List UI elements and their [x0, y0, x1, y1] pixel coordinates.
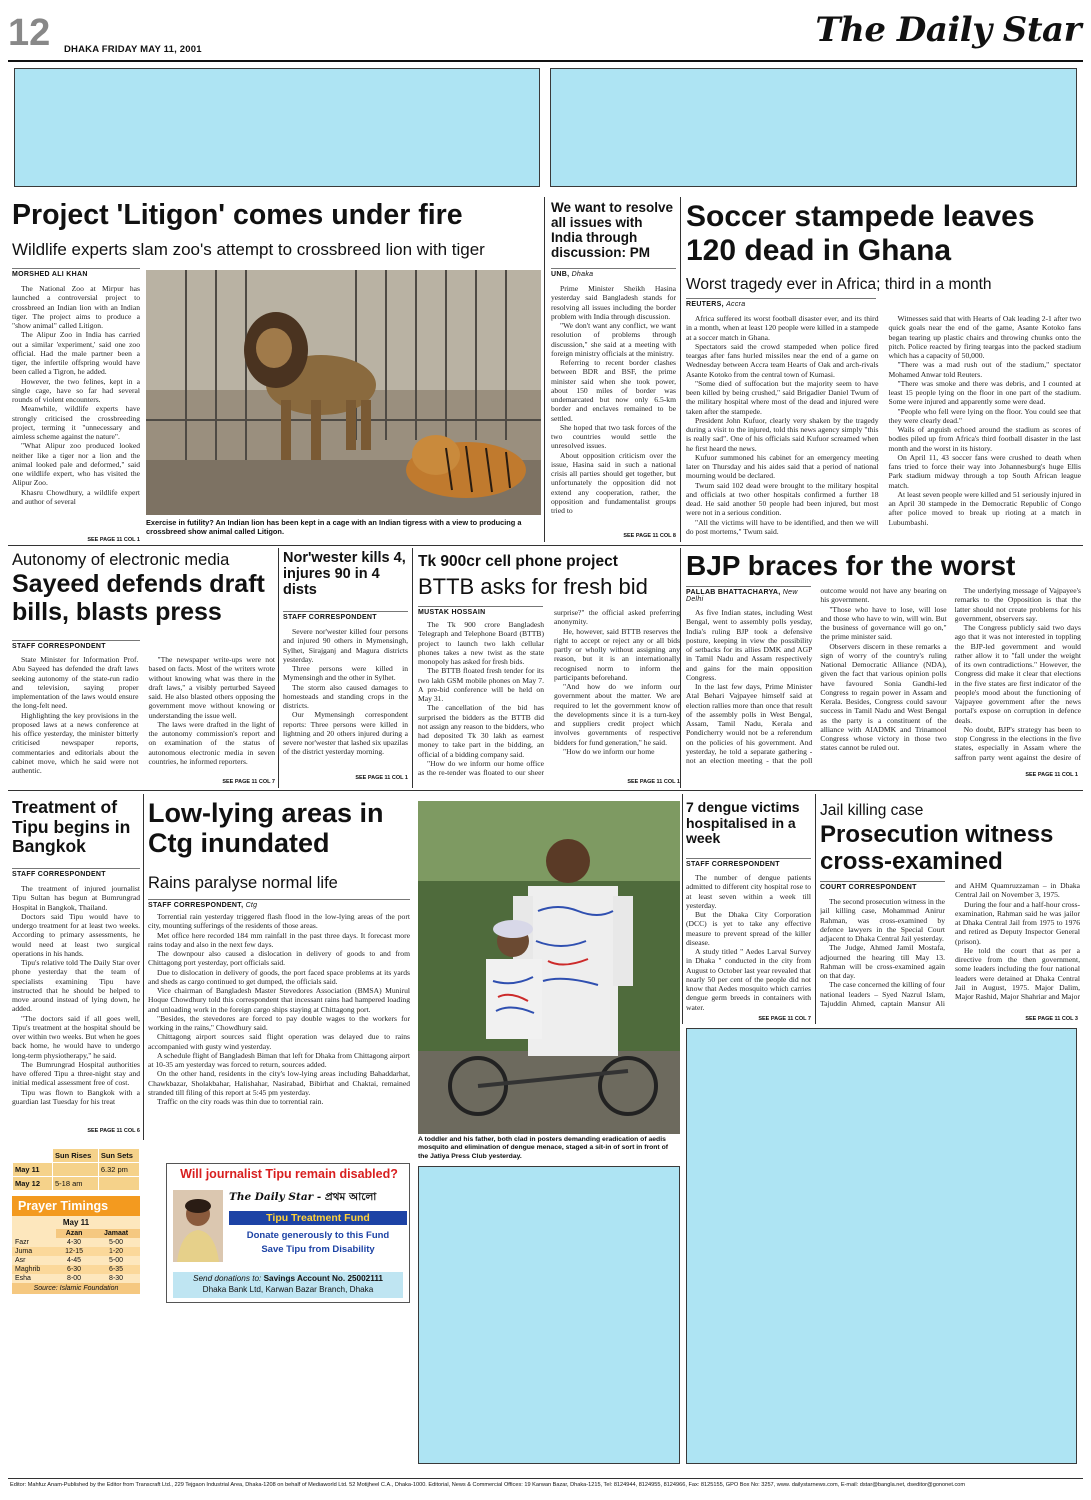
sun-row-label: May 11	[13, 1163, 53, 1177]
sun-cell	[98, 1177, 139, 1191]
ad-slot-top-right	[550, 68, 1077, 187]
bjp-body	[686, 586, 1081, 770]
paragraph: The Bumrungrad Hospital authorities have offered Tipu a three-night stay and initial medical assessment free of cost.	[12, 1059, 140, 1088]
paragraph: But the Dhaka City Corporation (DCC) is yet to take any effective measure to prevent spread of the killer disease.	[686, 910, 811, 947]
sun-cell: 5-18 am	[53, 1177, 99, 1191]
paragraph: Doctors said Tipu would have to undergo treatment for at least two weeks. According to primary assessments, he would need at least two surgical operations in his hands.	[12, 911, 140, 958]
ghana-byline: REUTERS, Accra	[686, 298, 876, 308]
jail-jump: SEE PAGE 11 COL 3	[1025, 1016, 1078, 1022]
paragraph: President John Kufuor, clearly very shaken by the tragedy during a visit to the injured, told this news agency simply "this is really sad". One of his officials said Kufuor screamed when he first heard the news.	[686, 415, 879, 453]
dengue-photo	[418, 801, 680, 1134]
paragraph: No doubt, BJP's strategy has been to stop Congress in the elections in the five states, especially in Assam where the saffron party went against the desire of	[954, 724, 1081, 762]
dengue-byline: STAFF CORRESPONDENT	[686, 858, 811, 868]
prayer-azan: 4-45	[67, 1257, 82, 1264]
paragraph: Khasru Chowdhury, a wildlife expert and author of several	[12, 487, 140, 506]
norwester-headline: Nor'wester kills 4, injures 90 in 4 dists	[283, 550, 406, 599]
tipu-ad-fund: Tipu Treatment Fund	[229, 1211, 407, 1225]
sun-row	[13, 1177, 140, 1191]
paragraph: As five Indian states, including West Bengal, went to assembly polls yesday, India's ruling BJP took a defensive posture, keeping in view the possibility of setbacks for its allies DMK and AGP in Tamil Nadu and Assam respectively and gains for the main opposition Congress.	[686, 608, 813, 682]
paragraph: However, the two felines, kept in a single cage, have so far had several rounds of violent encounters.	[12, 376, 140, 404]
paragraph: Torrential rain yesterday triggered flash flood in the low-lying areas of the port city, mounting sufferings of the residents of those areas.	[148, 912, 410, 931]
tipu-portrait	[173, 1190, 223, 1262]
prayer-row	[12, 1265, 140, 1274]
paragraph: The Judge, Ahmed Jamil Mostafa, adjourned the hearing till May 13. Rahman will be cross-examined again on that day.	[820, 943, 945, 980]
india-byline-name: UNB	[551, 271, 568, 278]
prayer-azan: 4-30	[67, 1239, 82, 1246]
ctg-headline: Low-lying areas in Ctg inundated	[148, 798, 384, 859]
prayer-jamaat: 5-00	[109, 1239, 124, 1246]
prayer-name: Esha	[15, 1275, 31, 1282]
paragraph: Wails of anguish echoed around the stadium as scores of bodies piled up from Africa's third football disaster in the last month and the worst in its history.	[888, 425, 1081, 453]
india-body	[551, 284, 676, 530]
footer-imprint: Editor: Mahfuz Anam-Published by the Editor from Transcraft Ltd., 229 Tejgaon Industrial Area, Dhaka-1208 on behalf of Mediaworld Ltd. 52 Motijheel C.A., Dhaka-1000. Editorial, News & Commercial Offices: 19 Karwan Bazar, Dhaka-1215, Tel: 8124944, 8124955, 8124966, Fax: 8125155, GPO Box No: 3257, www. dailystarnews.com, E-mail: dstar@bangla.net, dseditor@gononet.com	[10, 1482, 966, 1488]
paragraph: The National Zoo at Mirpur has launched a controversial project to crossbreed an Indian lion with an Indian tiger. The project aims to produce a "show animal" called Litigon.	[12, 284, 140, 330]
paragraph: The cancellation of the bid has surprised the bidders as the BTTB did not assign any reason to the bidders, who had deposited Tk 30 lakh as earnest money to take part in the bidding, an official of a bidding company said.	[418, 703, 544, 759]
prayer-header-cell: Jamaat	[92, 1229, 140, 1238]
prayer-jamaat: 6-35	[109, 1266, 124, 1273]
paragraph: The Congress publicly said two days ago that it was not interested in toppling the BJP-led government and would rather allow it to "fall under the weight of its own contradictions." However, the Congress did make it clear that elections in the five states are first indicator of the people's mood about the functioning of Vajpayee government after the news portal's expose on corruption in defence deals.	[954, 623, 1081, 725]
paragraph: The underlying message of Vajpayee's remarks to the Opposition is that the latter should not create problems for his government, observers say.	[954, 586, 1081, 623]
paragraph: On April 11, 43 soccer fans were crushed to death when fans tried to force their way into Johannesburg's huge Ellis Park stadium midway through a top South African league match.	[888, 452, 1081, 490]
bttb-headline: BTTB asks for fresh bid	[418, 574, 648, 599]
prayer-header-cell: Azan	[56, 1229, 92, 1238]
paragraph: "The newspaper write-ups were not based on facts. Most of the writers wrote without knowing what was there in the draft laws," a visibly perturbed Sayeed said. He also blasted others opposing the government move without knowing or understanding the issue well.	[148, 655, 275, 720]
footer-rule	[8, 1478, 1083, 1479]
paragraph: He told the court that as per a directive from the then government, some leaders including the four national leaders were detained at Dhaka Central Jail in August, 1975. Major Dalim, Major Rashid, Major Shahriar and Major	[955, 945, 1080, 1001]
paragraph: "How do we inform our home	[563, 746, 655, 756]
paragraph: Due to dislocation in delivery of goods, the port faced space problems at its yards and sheds as cargo continued to get dumped, the officials said.	[148, 967, 410, 986]
prayer-azan: 6-30	[67, 1266, 82, 1273]
ctg-byline-name: STAFF CORRESPONDENT	[148, 902, 242, 909]
prayer-name: Maghrib	[15, 1266, 41, 1273]
paragraph: The laws were drafted in the light of the autonomy commission's report and on examination of the status of autonomous electronic media in seven countries, he informed reporters.	[148, 719, 275, 766]
column-rule	[412, 548, 413, 788]
sayeed-body	[12, 655, 275, 777]
jail-byline: COURT CORRESPONDENT	[820, 881, 945, 891]
dengue-body	[686, 873, 811, 1014]
paragraph: During the four and a half-hour cross-examination, Rahman said he was jailor at Dhaka Central Jail from 1975 to 1976 and retired as Deputy Inspector General (prison).	[955, 899, 1080, 946]
sun-header-row	[13, 1149, 140, 1163]
bttb-kicker: Tk 900cr cell phone project	[418, 553, 618, 570]
prayer-row	[12, 1256, 140, 1265]
paragraph: Spectators said the crowd stampeded when police fired teargas after fans hurled missiles near the end of a game on Wednesday between Accra team Hearts of Oak and arch-rivals Asante Kotoko from the central town of Kumasi.	[686, 341, 879, 379]
paragraph: Met office here recorded 184 mm rainfall in the past three days. It forecast more rains today and also in the next few days.	[148, 930, 410, 949]
bttb-body	[418, 608, 680, 778]
column-rule	[278, 548, 279, 788]
bttb-byline: MUSTAK HOSSAIN	[418, 606, 543, 616]
prayer-name: Juma	[15, 1248, 33, 1255]
prayer-name: Asr	[15, 1257, 26, 1264]
paragraph: Observers discern in these remarks a sign of worry of the country's ruling National Democratic Alliance (NDA), given the fact that various opinion polls have favoured Sonia Gandhi-led Congress to regain power in Assam and Kerala. Besides, Congress could savour success in Tamil Nadu and West Bengal as the party is a constituent of the alliance with AIADMK and Trinamool Congress whose victory in those two states cannot be ruled out.	[820, 641, 947, 753]
ctg-subhead: Rains paralyse normal life	[148, 874, 338, 892]
sun-row	[13, 1163, 140, 1177]
bjp-byline: PALLAB BHATTACHARYA, New Delhi	[686, 586, 811, 603]
prayer-name: Fazr	[15, 1239, 29, 1246]
india-byline: UNB, Dhaka	[551, 268, 676, 278]
prothom-alo-logo: প্রথম আলো	[324, 1191, 377, 1203]
tipu-fund-ad	[166, 1163, 410, 1303]
tipu-ad-bank: Dhaka Bank Ltd, Karwan Bazar Branch, Dhaka	[202, 1284, 374, 1294]
ad-slot-bottom	[418, 1166, 680, 1464]
paragraph: Referring to recent border clashes between BDR and BSF, the prime minister said when she took power, about 150 miles of border was undemarcated but now only 6.5-km border and enclaves remained to be settled.	[551, 358, 676, 423]
prayer-row	[12, 1274, 140, 1283]
page-number: 12	[8, 12, 51, 54]
column-rule	[680, 197, 681, 542]
paragraph: Africa suffered its worst football disaster ever, and its third in a month, when at least 120 people were killed in a stampede at a soccer match in Ghana.	[686, 314, 879, 342]
paragraph: She hoped that two task forces of the two countries would settle the unresolved issues.	[551, 422, 676, 451]
paragraph: The downpour also caused a dislocation in delivery of goods to and from Chittagong port yesterday, port officials said.	[148, 949, 410, 968]
norwester-byline: STAFF CORRESPONDENT	[283, 611, 408, 621]
tipu-ad-appeal-1: Donate generously to this Fund	[246, 1230, 390, 1241]
lion-jump: SEE PAGE 11 COL 1	[87, 537, 140, 543]
masthead-rule	[8, 60, 1083, 62]
column-rule	[815, 794, 816, 1024]
ctg-byline: STAFF CORRESPONDENT, Ctg	[148, 899, 410, 909]
dengue-photo-caption: A toddler and his father, both clad in posters demanding eradication of aedis mosquito and elimination of dengue menace, staged a sit-in of sort in front of the Jatiya Press Club yesterday.	[418, 1136, 668, 1160]
column-rule	[143, 794, 144, 1140]
paragraph: "People who fell were lying on the floor. You could see that they were clearly dead."	[888, 406, 1081, 425]
india-jump: SEE PAGE 11 COL 8	[623, 533, 676, 539]
paragraph: A schedule flight of Bangladesh Biman that left for Dhaka from Chittagong airport at 10-35 am yesterday was forced to return, sources added.	[148, 1050, 410, 1069]
daily-star-logo: The Daily Star	[229, 1191, 314, 1203]
bjp-dateline: New Delhi	[686, 589, 798, 603]
paragraph: Traffic on the city roads was thin due to torrential rain.	[157, 1097, 324, 1106]
lion-subhead: Wildlife experts slam zoo's attempt to crossbreed lion with tiger	[12, 240, 485, 259]
bjp-headline: BJP braces for the worst	[686, 550, 1016, 581]
paragraph: Meanwhile, wildlife experts have strongly criticised the crossbreeding project, terming it "unnecessary and aimless scheme against the nature".	[12, 404, 140, 441]
paragraph: "Some died of suffocation but the majority seem to have been killed by being crushed," said Brigadier Daniel Twum of the military hospital where most of the dead and injured were taken after the stampede.	[686, 378, 879, 416]
paragraph: Kufuor summoned his cabinet for an emergency meeting later on Thursday and his aides said that a period of national mourning would be declared.	[686, 452, 879, 481]
paragraph: The BTTB floated fresh tender for its two lakh GSM mobile phones on May 7. A pre-bid conference will be held on May 31.	[418, 666, 544, 703]
paragraph: In the last few days, Prime Minister Atal Behari Vajpayee himself said at election rallies more than once that result of the assembly polls in West Bengal, Assam, Tamil Nadu, Kerala and Pondicherry would not be a referendum on the policies of his government. And yesterday, he told a separate gathering - not an election meeting - that the poll outcome would not have any bearing on his government.	[686, 586, 947, 765]
sayeed-kicker: Autonomy of electronic media	[12, 551, 230, 569]
paragraph: The second prosecution witness in the jail killing case, Mohammad Anirur Rahman, was cross-examined by defence lawyers in the Special Court adjacent to Dhaka Central Jail yesterday.	[820, 897, 945, 943]
column-rule	[544, 197, 545, 542]
paragraph: "Besides, the stevedores are forced to pay double wages to the workers for working in the rains," Chowdhury said.	[148, 1013, 410, 1032]
ctg-body	[148, 912, 410, 1134]
prayer-title: Prayer Timings	[12, 1196, 140, 1216]
tipu-jump: SEE PAGE 11 COL 6	[87, 1128, 140, 1134]
section-rule	[8, 790, 1083, 791]
ghana-body	[686, 300, 1081, 544]
dengue-headline: 7 dengue victims hospitalised in a week	[686, 799, 800, 847]
paragraph: The treatment of injured journalist Tipu Sultan has begun at Bumrungrad Hospital in Bangkok, Thailand.	[12, 884, 140, 912]
sun-row-label: May 12	[13, 1177, 53, 1191]
sayeed-jump: SEE PAGE 11 COL 7	[222, 779, 275, 785]
byline-spacer	[820, 881, 945, 897]
prayer-row	[12, 1238, 140, 1247]
prayer-date: May 11	[62, 1218, 90, 1227]
ctg-dateline: Ctg	[245, 902, 258, 909]
ghana-byline-name: REUTERS	[686, 301, 722, 308]
sun-cell: 6.32 pm	[98, 1163, 139, 1177]
byline-spacer	[418, 608, 544, 620]
lion-photo	[146, 270, 541, 515]
tipu-byline: STAFF CORRESPONDENT	[12, 868, 140, 878]
paragraph: State Minister for Information Prof. Abu Sayeed has defended the draft laws seeking autonomy of the state-run radio and television, saying proper implementation of the laws would ensure the long-felt need.	[12, 655, 139, 711]
tipu-ad-account: Savings Account No. 25002111	[263, 1274, 383, 1283]
paragraph: Highlighting the key provisions in the proposed laws at a news conference at his office yesterday, the minister bitterly criticised newspaper reports, commentaries and editorials about the cabinet move, which he said were not authentic.	[12, 710, 139, 775]
paragraph: "Those who have to lose, will lose and those who have to win, will win. But the business of governance will go on," the prime minister said.	[820, 604, 947, 642]
sun-cell	[53, 1163, 99, 1177]
tipu-ad-logos	[229, 1190, 407, 1207]
paragraph: At least seven people were killed and 51 seriously injured in an April 30 stampede in the Democratic Republic of Congo after police moved to break up rioting at a match in Lubumbashi.	[888, 489, 1081, 527]
prayer-azan: 8-00	[67, 1275, 82, 1282]
paragraph: Tipu's relative told The Daily Star over phone yesterday that the team of specialists examining Tipu have instructed that he should be helped to move around instead of lying down, he added.	[12, 958, 140, 1014]
norwester-body	[283, 627, 408, 773]
dengue-jump: SEE PAGE 11 COL 7	[758, 1016, 811, 1022]
india-dateline: Dhaka	[571, 271, 594, 278]
ad-slot-right	[686, 1028, 1077, 1464]
paragraph: On the other hand, residents in the city's low-lying areas including Bahaddarhat, Chawkbazar, Sholakbahar, Halishahar, Nasirabad, Bibirhat and Chaktai, remained stranded till filing of this report at 5:45 pm yesterday.	[148, 1069, 410, 1097]
tipu-ad-send-label: Send donations to:	[193, 1274, 262, 1283]
paragraph: The case concerned the killing of four national leaders – Syed Nazrul Islam, Tajuddin Ahmed, captain Mansur Ali and AHM Quamruzzaman – in Dhaka Central Jail on November 3, 1975.	[820, 881, 1080, 1008]
paragraph: "We don't want any conflict, we want resolution of problems through discussion," she said at a meeting with foreign ministry officials at the ministry.	[551, 321, 676, 358]
paragraph: "There was a mad rush out of the stadium," spectator Mohamed Anwar told Reuters.	[888, 360, 1081, 379]
paragraph: Chittagong airport sources said flight operation was delayed due to rains accompanied with gusty wind yesterday.	[148, 1032, 410, 1051]
sayeed-byline: STAFF CORRESPONDENT	[12, 640, 140, 650]
tipu-ad-send-box	[173, 1272, 403, 1298]
paragraph: Prime Minister Sheikh Hasina yesterday said Bangladesh stands for resolving all issues including the border problem with India through discussion.	[551, 284, 676, 321]
paragraph: About opposition criticism over the issue, Hasina said in such a national crisis all parties should get together, but unfortunately the opposition did not extend any cooperation, rather, the opposition and fundamentalist groups tried to	[551, 450, 676, 515]
sayeed-headline: Sayeed defends draft bills, blasts press	[12, 570, 265, 626]
ghana-subhead: Worst tragedy ever in Africa; third in a month	[686, 276, 992, 293]
sun-table	[12, 1148, 140, 1191]
bttb-jump: SEE PAGE 11 COL 1	[627, 779, 680, 785]
paragraph: "All the victims will have to be identified, and then we will do post mortems," Twum said.	[686, 517, 879, 536]
jail-headline: Prosecution witness cross-examined	[820, 821, 1054, 875]
prayer-source: Source: Islamic Foundation	[12, 1283, 140, 1294]
column-rule	[682, 794, 683, 1024]
byline-spacer	[686, 586, 812, 608]
bjp-jump: SEE PAGE 11 COL 1	[1025, 772, 1078, 778]
sun-header-cell: Sun Sets	[98, 1149, 139, 1163]
paragraph: He, however, said BTTB reserves the right to accept or reject any or all bids partly or wholly without assigning any reason, but it is an internationally recognised norm to inform the participants beforehand.	[554, 626, 680, 682]
paragraph: Tipu was flown to Bangkok with a guardian last Tuesday for his treat	[12, 1087, 140, 1106]
paragraph: "How do we inform our home office as the re-tender was floated to our sheer surprise?" the official asked preferring anonymity.	[418, 608, 680, 777]
paragraph: The Tk 900 crore Bangladesh Telegraph and Telephone Board (BTTB) project to launch two lakh cellular phones takes a new twist as the state monopoly has asked for fresh bids.	[418, 620, 544, 666]
ad-slot-top-left	[14, 68, 540, 187]
ghana-dateline: Accra	[726, 301, 746, 308]
prayer-box	[12, 1196, 140, 1294]
paragraph: Vice chairman of Bangladesh Master Stevedores Association (BMSA) Munirul Hoque Chowdhury told this correspondent that incessant rains had hampered loading and unloading work in the foreign cargo ships staying at Chittagong port.	[148, 986, 410, 1014]
paragraph: The storm also caused damages to homesteads and standing crops in the districts.	[283, 682, 408, 710]
norwester-jump: SEE PAGE 11 COL 1	[355, 775, 408, 781]
section-rule	[8, 545, 1083, 546]
tipu-ad-appeal-2: Save Tipu from Disability	[261, 1244, 375, 1255]
paragraph: "There was smoke and there was debris, and I counted at least 15 people lying on the floor in one part of the stadium. Some were injured and apparently some were dead.	[888, 378, 1081, 407]
paragraph: Witnesses said that with Hearts of Oak leading 2-1 after two quick goals near the end of the game, Asante Kotoko fans began tearing up plastic chairs and throwing chunks onto the pitch. Police reacted by firing teargas into the packed stadium which has a capacity of 50,000.	[888, 314, 1081, 360]
prayer-azan: 12-15	[65, 1248, 83, 1255]
paragraph: Our Mymensingh correspondent reports: Three persons were killed in lightning and 20 others injured during a severe nor'wester that lashed six upazilas of the district yesterday morning.	[283, 710, 408, 757]
sun-header-cell: Sun Rises	[53, 1149, 99, 1163]
india-headline: We want to resolve all issues with India through discussion: PM	[551, 200, 674, 261]
bjp-byline-name: PALLAB BHATTACHARYA	[686, 589, 779, 596]
ghana-headline: Soccer stampede leaves 120 dead in Ghana	[686, 200, 1035, 267]
paragraph: "What Alipur zoo produced looked neither like a tiger nor a lion and the animal looked pale and deformed," said one wildlife expert, who has visited the Alipur Zoo.	[12, 441, 140, 488]
paragraph: The number of dengue patients admitted to different city hospital rose to at least seven within a week till yesterday.	[686, 873, 811, 910]
prayer-header-cell	[12, 1229, 56, 1238]
jail-body	[820, 881, 1080, 1014]
prayer-row	[12, 1247, 140, 1256]
prayer-jamaat: 5-00	[109, 1257, 124, 1264]
column-rule	[680, 548, 681, 788]
tipu-headline: Treatment of Tipu begins in Bangkok	[12, 797, 131, 857]
tipu-ad-headline: Will journalist Tipu remain disabled?	[180, 1167, 398, 1181]
prayer-jamaat: 8-30	[109, 1275, 124, 1282]
dateline: DHAKA FRIDAY MAY 11, 2001	[64, 44, 202, 55]
lion-body	[12, 284, 140, 532]
paragraph: Severe nor'wester killed four persons and injured 90 others in Mymensingh, Sylhet, Sirajganj and Magura districts yesterday.	[283, 627, 408, 664]
lion-caption: Exercise in futility? An Indian lion has been kept in a cage with an Indian tigress with a view to producing a crossbreed show animal called Litigon.	[146, 518, 522, 537]
lion-byline: MORSHED ALI KHAN	[12, 268, 140, 278]
prayer-header-row	[12, 1229, 140, 1238]
prayer-jamaat: 1-20	[109, 1248, 124, 1255]
tipu-body	[12, 884, 140, 1126]
paragraph: "And how do we inform our government about the matter. We are required to let the government know of the developments since it is a turn-key and suppliers credit project which involves governments of respective bidders for fund generation," he said.	[554, 682, 680, 747]
logo-dash: -	[316, 1191, 325, 1203]
paragraph: Three persons were killed in Mymensingh and the other in Sylhet.	[283, 664, 408, 683]
lion-headline: Project 'Litigon' comes under fire	[12, 199, 463, 231]
sun-header-cell	[13, 1149, 53, 1163]
paragraph: "The doctors said if all goes well, Tipu's treatment at the hospital should be over within two weeks. But when he goes back home, he would have to undergo long-term physiotherapy," he said.	[12, 1013, 140, 1060]
paragraph: The Alipur Zoo in India has carried out a similar 'experiment,' said one zoo official. Had the male partner been a tiger, the infertile offspring would have been called a Tigron, he added.	[12, 330, 140, 377]
jail-kicker: Jail killing case	[820, 802, 924, 819]
paragraph: A study titled " Aedes Larval Survey in Dhaka " conducted in the city from August to October last year revealed that nearly 50 per cent of the people did not know that Aedes mosquito which carries dengue germ breeds in containers with water.	[686, 947, 811, 1012]
masthead-logo: The Daily Star	[815, 10, 1081, 50]
paragraph: Twum said 102 dead were brought to the military hospital and officials at two other hospitals confirmed a further 18 dead. He said another 50 people had been injured, but most were not in a serious condition.	[686, 480, 879, 518]
